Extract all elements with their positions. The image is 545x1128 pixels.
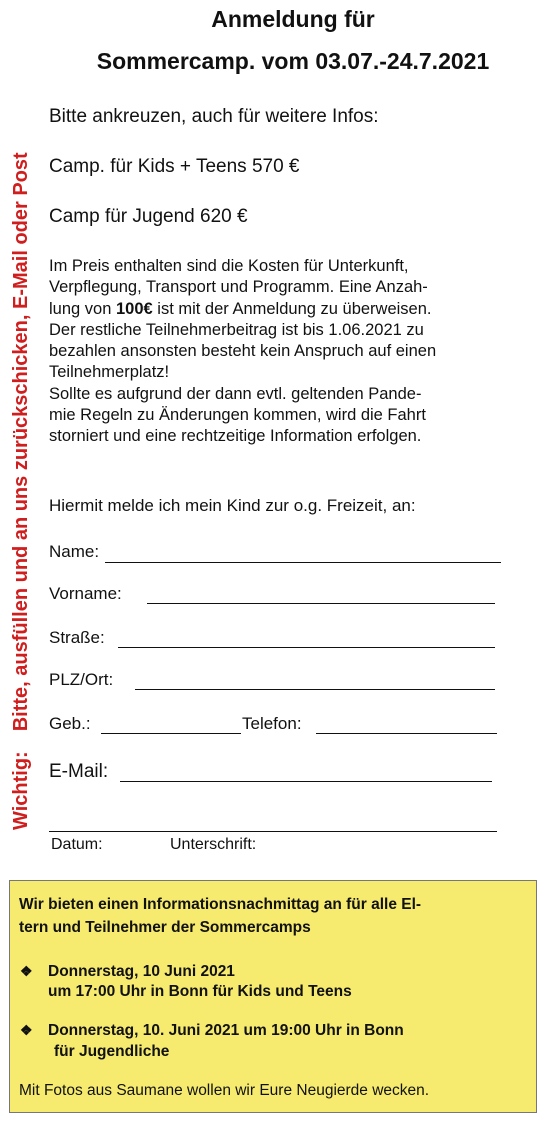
side-note-text [6, 40, 36, 830]
telefon-label: Telefon: [242, 714, 302, 733]
option-kids-teens[interactable]: Camp. für Kids + Teens 570 € [49, 156, 300, 177]
price-info-line: Der restliche Teilnehmerbeitrag ist bis 1.06.2021 zu [49, 320, 424, 339]
diamond-bullet-icon: ❖ [20, 963, 33, 979]
signature-field[interactable] [49, 831, 497, 832]
price-info-line: storniert und eine rechtzeitige Information erfolgen. [49, 427, 422, 446]
price-info-line: Teilnehmerplatz! [49, 363, 170, 382]
name-field[interactable] [105, 562, 501, 563]
vorname-label: Vorname: [49, 584, 122, 603]
geb-label: Geb.: [49, 714, 91, 733]
options-intro: Bitte ankreuzen, auch für weitere Infos: [49, 106, 379, 127]
datum-label: Datum: [51, 836, 103, 853]
price-info-line: lung von 100€ ist mit der Anmeldung zu überweisen. [49, 299, 432, 318]
page-title-line1: Anmeldung für [211, 6, 375, 32]
price-info-line: Verpflegung, Transport und Programm. Eine Anzah- [49, 278, 428, 297]
strasse-field[interactable] [118, 647, 495, 648]
infobox-heading-line2: tern und Teilnehmer der Sommercamps [19, 919, 311, 936]
event-1-detail: um 17:00 Uhr in Bonn für Kids und Teens [48, 983, 352, 1000]
plz-ort-label: PLZ/Ort: [49, 670, 114, 689]
info-afternoon-box [9, 880, 537, 1113]
option-jugend[interactable]: Camp für Jugend 620 € [49, 206, 248, 227]
geb-field[interactable] [101, 733, 241, 734]
side-note-body: Bitte, ausfüllen und an uns zurückschicken, E-Mail oder Post [10, 152, 32, 732]
event-2-detail: für Jugendliche [54, 1043, 170, 1060]
price-info [49, 256, 541, 448]
telefon-field[interactable] [316, 733, 497, 734]
infobox-closing: Mit Fotos aus Saumane wollen wir Eure Neugierde wecken. [19, 1082, 430, 1099]
infobox-heading-line1: Wir bieten einen Informationsnachmittag an für alle El- [19, 896, 422, 913]
price-info-line: Im Preis enthalten sind die Kosten für Unterkunft, [49, 257, 409, 275]
email-field[interactable] [120, 781, 492, 782]
email-label: E-Mail: [49, 761, 109, 782]
vorname-field[interactable] [147, 603, 495, 604]
unterschrift-label: Unterschrift: [170, 836, 257, 853]
price-info-line: bezahlen ansonsten besteht kein Anspruch auf einen [49, 342, 437, 361]
price-info-line: mie Regeln zu Änderungen kommen, wird die Fahrt [49, 406, 426, 425]
side-note [6, 40, 36, 830]
event-2-date: Donnerstag, 10. Juni 2021 um 19:00 Uhr in Bonn [48, 1022, 404, 1039]
strasse-label: Straße: [49, 628, 105, 647]
diamond-bullet-icon: ❖ [20, 1022, 33, 1038]
name-label: Name: [49, 542, 100, 561]
form-intro: Hiermit melde ich mein Kind zur o.g. Freizeit, an: [49, 496, 416, 515]
price-info-line: Sollte es aufgrund der dann evtl. geltenden Pande- [49, 384, 422, 403]
side-note-label: Wichtig: [10, 751, 32, 830]
deposit-amount: 100€ [115, 299, 153, 318]
event-1-date: Donnerstag, 10 Juni 2021 [48, 963, 235, 980]
plz-ort-field[interactable] [135, 689, 495, 690]
page-title-line2: Sommercamp. vom 03.07.-24.7.2021 [96, 48, 490, 74]
